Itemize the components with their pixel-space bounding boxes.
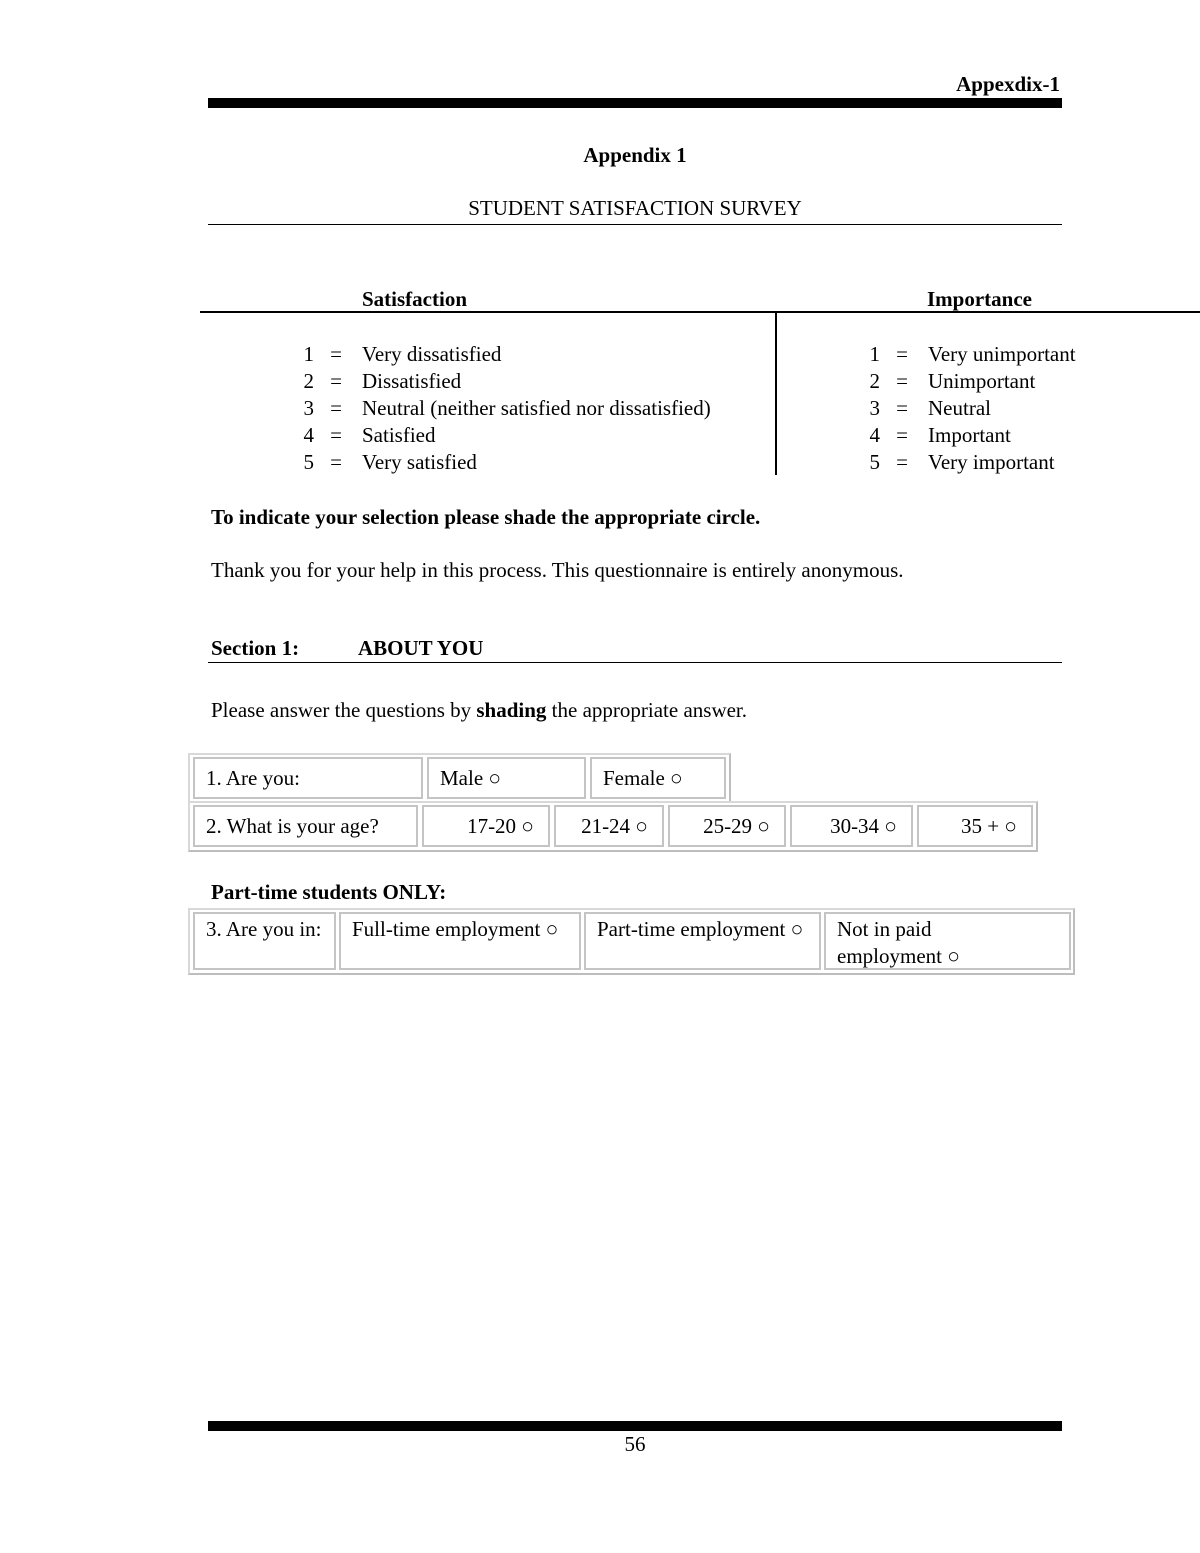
scale-label: Unimportant <box>928 369 1036 393</box>
scale-number: 3 <box>303 396 314 420</box>
scale-label: Dissatisfied <box>362 369 462 393</box>
scale-equals: = <box>330 369 342 393</box>
q3-option-not-paid[interactable]: Not in paid employment ○ <box>824 912 1071 970</box>
section-heading <box>211 636 484 661</box>
scale-label: Very important <box>928 450 1055 474</box>
scale-label: Satisfied <box>362 423 436 447</box>
page-subtitle: STUDENT SATISFACTION SURVEY <box>468 196 802 220</box>
section-intro <box>211 698 747 723</box>
q2-option-35-plus[interactable]: 35 + ○ <box>917 805 1033 847</box>
q2-option-17-20[interactable]: 17-20 ○ <box>422 805 550 847</box>
scale-number: 4 <box>303 423 314 447</box>
q1-option-male[interactable]: Male ○ <box>427 757 586 799</box>
q1-question: 1. Are you: <box>193 757 423 799</box>
importance-heading: Importance <box>927 287 1032 311</box>
scale-label: Very dissatisfied <box>362 342 502 366</box>
scale-divider <box>775 313 777 475</box>
scale-number: 2 <box>303 369 314 393</box>
scale-equals: = <box>896 342 908 366</box>
scale-number: 1 <box>303 342 314 366</box>
parttime-heading: Part-time students ONLY: <box>211 880 447 904</box>
q1-option-female[interactable]: Female ○ <box>590 757 726 799</box>
scale-label: Very unimportant <box>928 342 1076 366</box>
q2-option-21-24[interactable]: 21-24 ○ <box>554 805 664 847</box>
subtitle-rule <box>208 224 1062 225</box>
scale-rule <box>200 311 1200 313</box>
scale-label: Neutral <box>928 396 991 420</box>
running-header: Appexdix-1 <box>956 72 1060 96</box>
scale-equals: = <box>330 342 342 366</box>
scale-number: 1 <box>869 342 880 366</box>
intro-text: Please answer the questions by <box>211 698 477 722</box>
q2-option-25-29[interactable]: 25-29 ○ <box>668 805 786 847</box>
section-rule <box>208 662 1062 663</box>
satisfaction-heading: Satisfaction <box>362 287 467 311</box>
intro-emphasis: shading <box>476 698 547 722</box>
q3-option-full-time[interactable]: Full-time employment ○ <box>339 912 581 970</box>
scale-equals: = <box>896 423 908 447</box>
scale-number: 5 <box>303 450 314 474</box>
q2-option-30-34[interactable]: 30-34 ○ <box>790 805 913 847</box>
scale-label: Very satisfied <box>362 450 477 474</box>
instruction-text: To indicate your selection please shade the appropriate circle. <box>211 505 761 529</box>
scale-number: 5 <box>869 450 880 474</box>
scale-label: Neutral (neither satisfied nor dissatisfied) <box>362 396 711 420</box>
section-title: ABOUT YOU <box>358 636 484 660</box>
scale-equals: = <box>330 396 342 420</box>
q2-question: 2. What is your age? <box>193 805 418 847</box>
scale-equals: = <box>330 450 342 474</box>
header-rule <box>208 98 1062 108</box>
scale-equals: = <box>330 423 342 447</box>
section-label: Section 1: <box>211 636 300 660</box>
page-title: Appendix 1 <box>583 143 687 167</box>
page-number: 56 <box>624 1432 646 1456</box>
footer-rule <box>208 1421 1062 1431</box>
scale-equals: = <box>896 369 908 393</box>
intro-text: the appropriate answer. <box>546 698 748 722</box>
scale-number: 3 <box>869 396 880 420</box>
q3-question: 3. Are you in: <box>193 912 336 970</box>
scale-label: Important <box>928 423 1011 447</box>
scale-equals: = <box>896 396 908 420</box>
q3-option-part-time[interactable]: Part-time employment ○ <box>584 912 821 970</box>
scale-number: 2 <box>869 369 880 393</box>
thanks-text: Thank you for your help in this process. This questionnaire is entirely anonymous. <box>211 558 904 582</box>
scale-equals: = <box>896 450 908 474</box>
scale-number: 4 <box>869 423 880 447</box>
